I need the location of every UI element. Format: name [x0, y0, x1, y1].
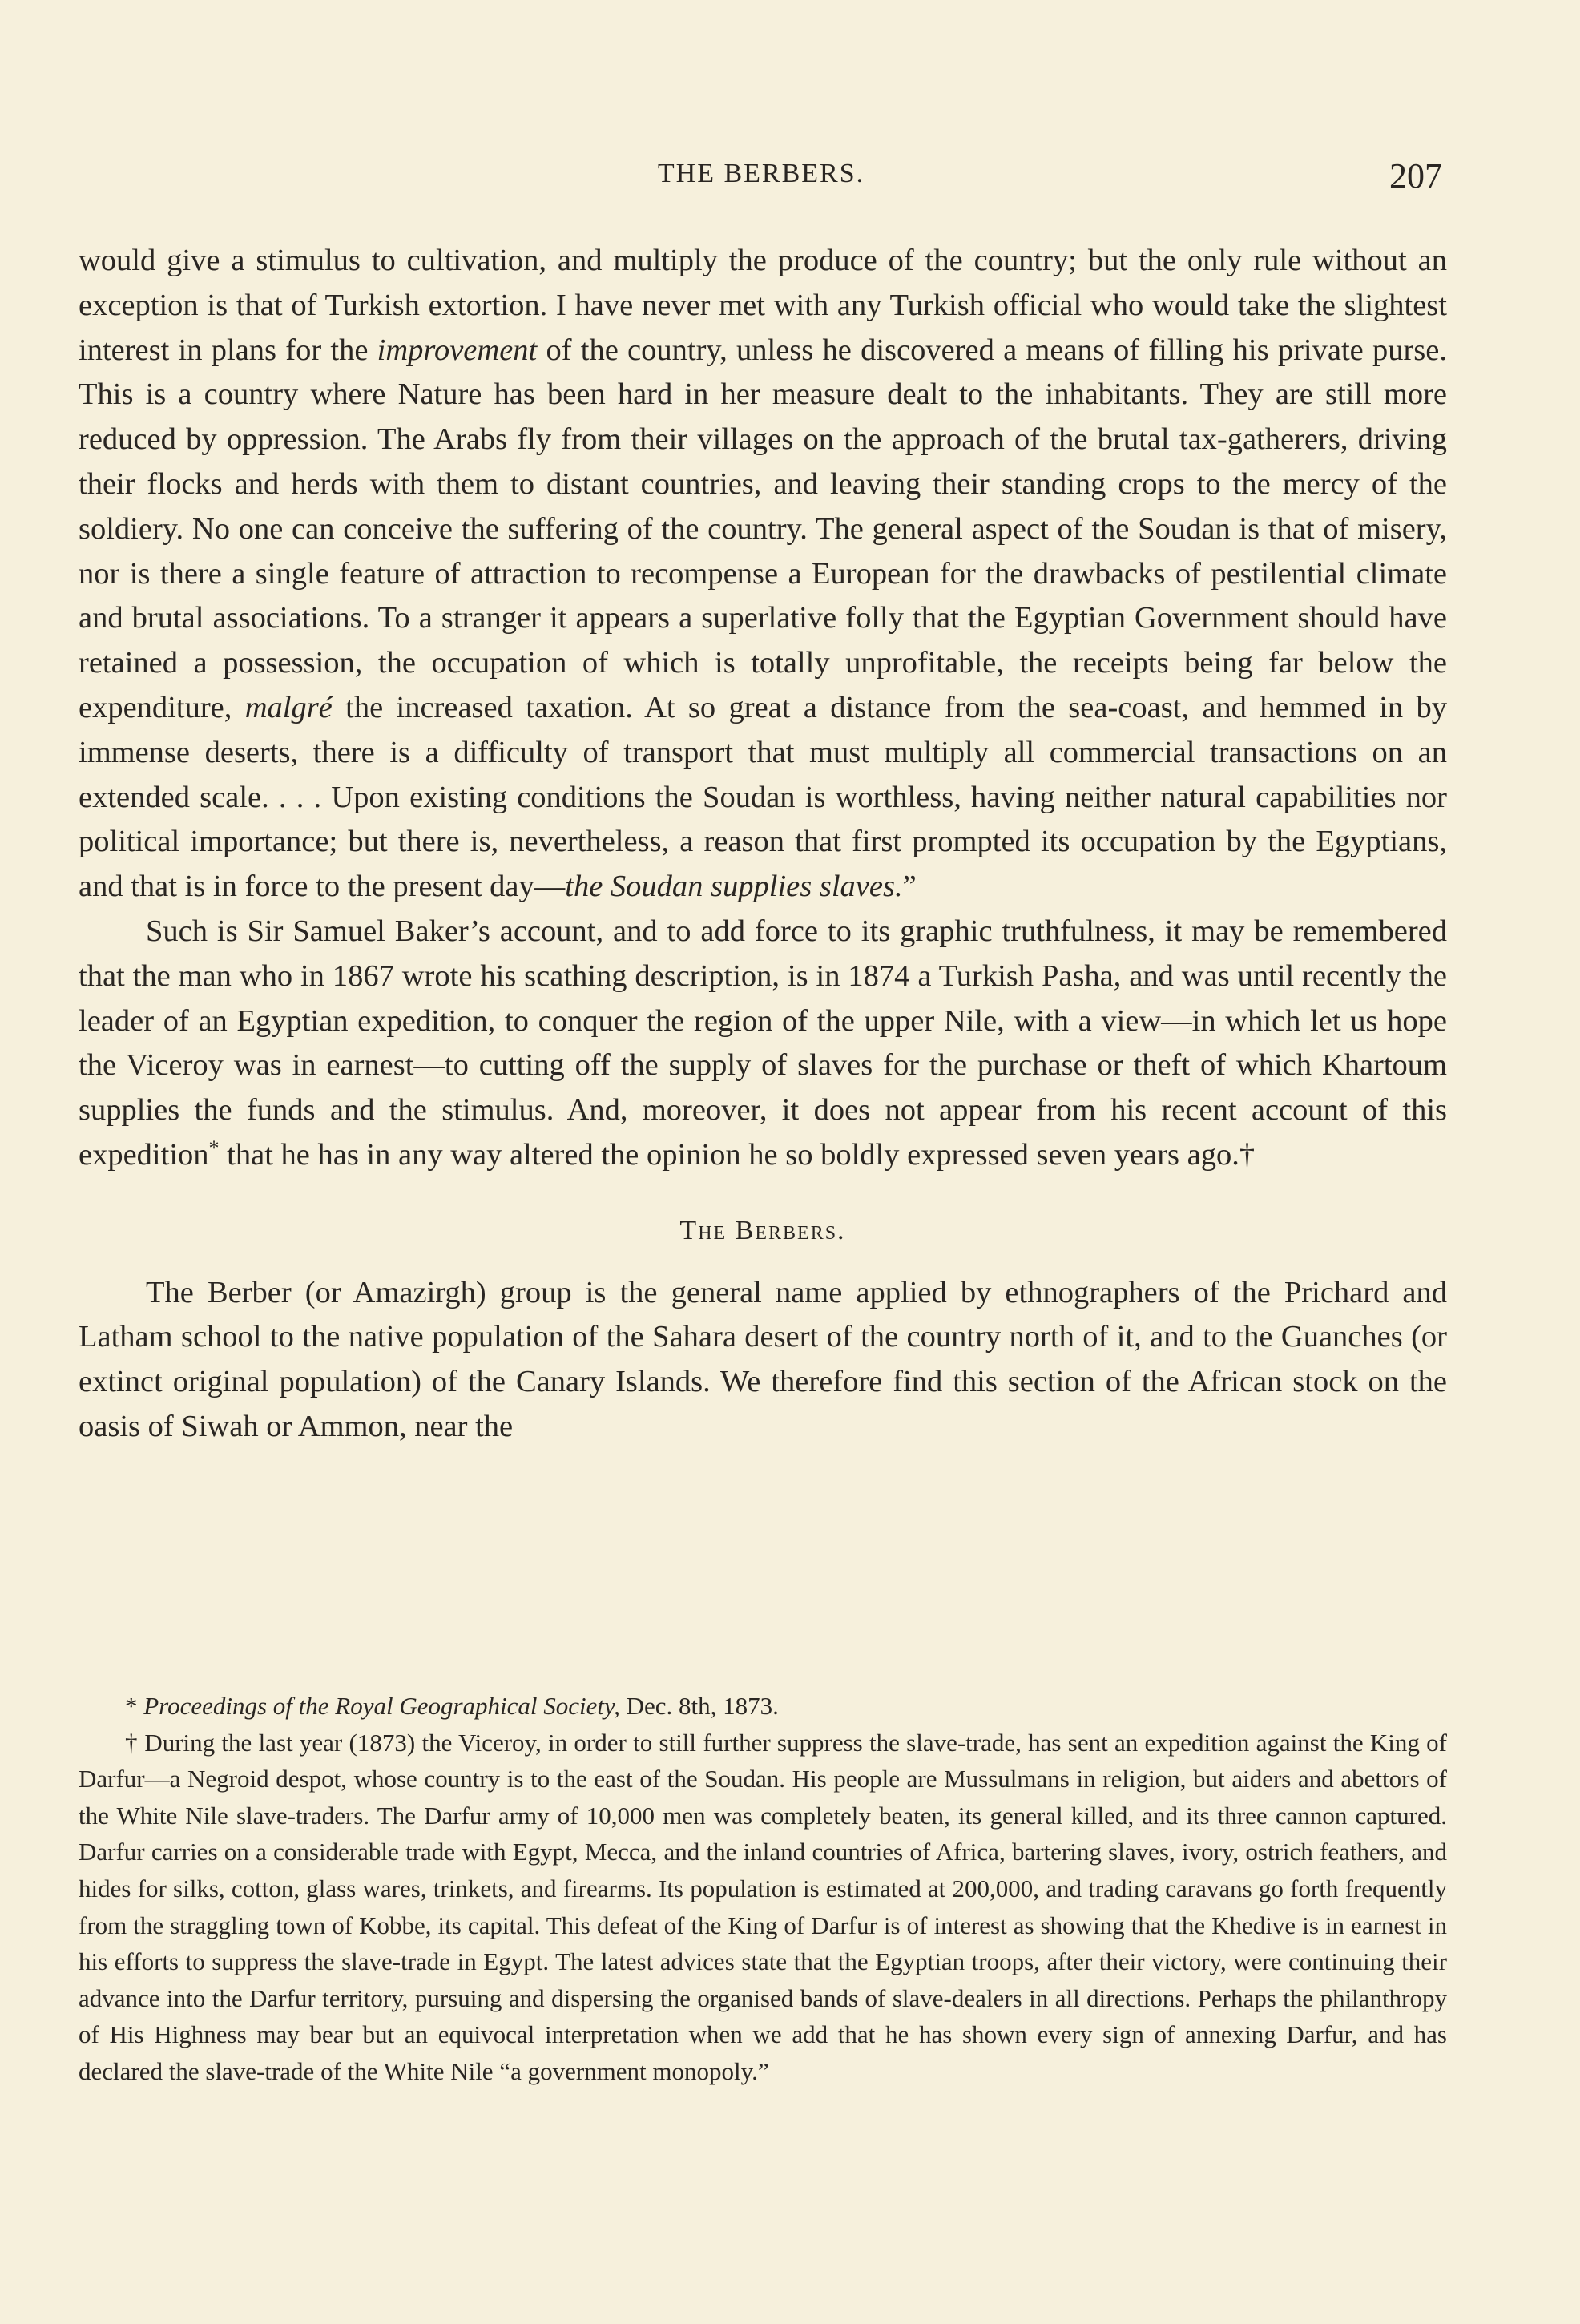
- italic-text: improvement: [377, 333, 538, 367]
- footnote-2: † During the last year (1873) the Viceroy, in order to still further suppress the slave-trade, has sent an expedition against the King of Darfur—a Negroid despot, whose country is to the east of the Soudan. His people are Mussulmans in religion, but aiders and abettors of the White Nile slave-traders. The Darfur army of 10,000 men was completely beaten, its general killed, and its three cannon captured. Darfur carries on a considerable trade with Egypt, Mecca, and the inland countries of Africa, bartering slaves, ivory, ostrich feathers, and hides for silks, cotton, glass wares, trinkets, and firearms. Its population is estimated at 200,000, and trading caravans go forth frequently from the straggling town of Kobbe, its capital. This defeat of the King of Darfur is of interest as showing that the Khedive is in earnest in his efforts to suppress the slave-trade in Egypt. The latest advices state that the Egyptian troops, after their victory, were continuing their advance into the Darfur territory, pursuing and dispersing the organised bands of slave-dealers in all directions. Perhaps the philanthropy of His Highness may bear but an equivocal interpretation when we add that he has shown every sign of annexing Darfur, and has declared the slave-trade of the White Nile “a government monopoly.”: [79, 1728, 1447, 2085]
- section-heading: The Berbers.: [679, 1215, 846, 1245]
- body-text: [79, 239, 1447, 1450]
- paragraph-quotation-end: [79, 239, 1447, 910]
- paragraph-berbers: The Berber (or Amazirgh) group is the general name applied by ethnographers of the Prichard and Latham school to the native population of the Sahara desert of the country north of it, and to the Guanches (or extinct original population) of the Canary Islands. We therefore find this section of the African stock on the oasis of Siwah or Ammon, near the: [79, 1275, 1447, 1443]
- footnote-1: [79, 1688, 1447, 1725]
- text-run: the increased taxation. At so great a distance from the sea-coast, and hemmed in by immense deserts, there is a difficulty of transport that must multiply all commercial transactions on an extended scale. . . . Upon existing conditions the Soudan is worthless, having neither natural capabilities nor political importance; but there is, nevertheless, a reason that first prompted its occupation by the Egyptians, and that is in force to the present day—: [79, 690, 1447, 904]
- footnote-marker: *: [125, 1692, 144, 1720]
- footnote-marker: *: [208, 1136, 220, 1160]
- text-run: that he has in any way altered the opinion he so boldly expressed seven years ago.: [219, 1137, 1239, 1172]
- text-run: Dec. 8th, 1873.: [619, 1692, 779, 1720]
- page-number: 207: [1389, 156, 1442, 196]
- footnotes: [79, 1688, 1447, 2090]
- italic-text: malgré: [244, 690, 333, 724]
- text-run: Such is Sir Samuel Baker’s account, and to add force to its graphic truthfulness, it may be remembered that the man who in 1867 wrote his scathing description, is in 1874 a Turkish Pasha, and was until recently the leader of an Egyptian expedition, to conquer the region of the upper Nile, with a view—in which let us hope the Viceroy was in earnest—to cutting off the supply of slaves for the purchase or theft of which Khartoum supplies the funds and the stimulus. And, moreover, it does not appear from his recent account of this expedition: [79, 914, 1447, 1172]
- running-head: [80, 156, 1442, 207]
- italic-text: Proceedings of the Royal Geographical Society,: [143, 1692, 620, 1720]
- italic-text: the Soudan supplies slaves.: [565, 869, 903, 904]
- text-run: would give a stimulus to cultivation, and multiply the produce of the country; but the only rule without an exception is that of Turkish extortion. I have never met with any Turkish official who would take the slightest interest in plans for the: [79, 244, 1447, 367]
- closing-quote: ”: [902, 869, 917, 904]
- text-run: of the country, unless he discovered a means of filling his private purse. This is a country where Nature has been hard in her measure dealt to the inhabitants. They are still more reduced by oppression. The Arabs fly from their villages on the approach of the brutal tax-gatherers, driving their flocks and herds with them to distant countries, and leaving their standing crops to the mercy of the soldiery. No one can conceive the suffering of the country. The general aspect of the Soudan is that of misery, nor is there a single feature of attraction to recompense a European for the drawbacks of pestilential climate and brutal associations. To a stranger it appears a superlative folly that the Egyptian Government should have retained a possession, the occupation of which is totally unprofitable, the receipts being far below the expenditure,: [79, 333, 1447, 724]
- footnote-marker: †: [1239, 1137, 1256, 1172]
- running-title: THE BERBERS.: [657, 159, 865, 188]
- paragraph-baker-account: [79, 910, 1447, 1178]
